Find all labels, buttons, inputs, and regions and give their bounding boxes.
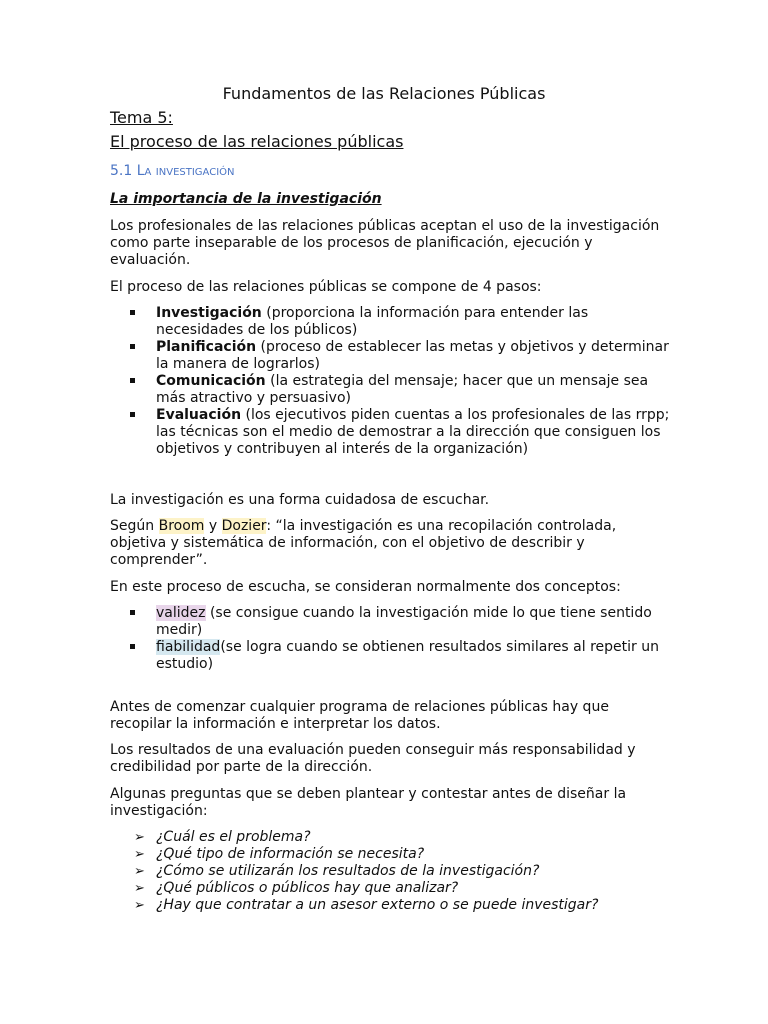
concept-term: fiabilidad — [156, 639, 221, 655]
bullet-icon — [130, 644, 135, 649]
arrow-bullet-icon: ➢ — [134, 864, 145, 879]
bullet-icon — [130, 412, 135, 417]
questions-list — [134, 829, 674, 914]
list-item — [134, 829, 674, 846]
topic-label: Tema 5: — [110, 108, 173, 127]
bullet-icon — [130, 344, 135, 349]
concept-desc: (se consigue cuando la investigación mide lo que tiene sentido medir) — [156, 605, 652, 638]
concept-term: validez — [156, 605, 206, 621]
bullet-icon — [130, 610, 135, 615]
step-desc: (proporciona la información para entender las necesidades de los públicos) — [156, 305, 589, 338]
section-number: 5.1 — [110, 163, 137, 179]
p4-rest: : “la investigación es una recopilación controlada, objetiva y sistemática de información, con el objetivo de describir y comprender”. — [110, 518, 617, 568]
list-item — [134, 897, 674, 914]
subheading: La importancia de la investigación — [110, 191, 382, 207]
list-item — [130, 373, 670, 407]
step-desc: (la estrategia del mensaje; hacer que un mensaje sea más atractivo y persuasivo) — [156, 373, 649, 406]
step-desc: (los ejecutivos piden cuentas a los profesionales de las rrpp; las técnicas son el medio de demostrar a la dirección que consiguen los objetivos y contribuyen al interés de la organización) — [156, 407, 670, 457]
paragraph-3: La investigación es una forma cuidadosa de escuchar. — [110, 492, 490, 508]
p4-pre: Según — [110, 518, 159, 534]
list-item — [134, 846, 674, 863]
bullet-icon — [130, 378, 135, 383]
concepts-list — [130, 605, 670, 673]
paragraph-6: Antes de comenzar cualquier programa de relaciones públicas hay que recopilar la información e interpretar los datos. — [110, 699, 609, 732]
steps-list — [130, 305, 670, 458]
document-title: Fundamentos de las Relaciones Públicas — [222, 84, 546, 103]
question-text: ¿Cuál es el problema? — [156, 829, 311, 845]
author-broom: Broom — [158, 518, 205, 534]
concept-desc: (se logra cuando se obtienen resultados similares al repetir un estudio) — [156, 639, 659, 672]
question-text: ¿Cómo se utilizarán los resultados de la investigación? — [156, 863, 540, 879]
step-term: Comunicación — [156, 373, 266, 389]
list-item — [130, 305, 670, 339]
arrow-bullet-icon: ➢ — [134, 881, 145, 896]
step-term: Evaluación — [156, 407, 242, 423]
list-item — [130, 605, 670, 639]
paragraph-7: Los resultados de una evaluación pueden conseguir más responsabilidad y credibilidad por parte de la dirección. — [110, 742, 636, 775]
paragraph-2: El proceso de las relaciones públicas se compone de 4 pasos: — [110, 279, 542, 295]
list-item — [130, 639, 670, 673]
paragraph-1: Los profesionales de las relaciones públicas aceptan el uso de la investigación como parte inseparable de los procesos de planificación, ejecución y evaluación. — [110, 218, 660, 268]
step-term: Investigación — [156, 305, 262, 321]
list-item — [130, 407, 670, 458]
arrow-bullet-icon: ➢ — [134, 830, 145, 845]
question-text: ¿Hay que contratar a un asesor externo o se puede investigar? — [156, 897, 599, 913]
arrow-bullet-icon: ➢ — [134, 898, 145, 913]
p4-and: y — [204, 518, 222, 534]
topic-subtitle: El proceso de las relaciones públicas — [110, 132, 404, 151]
bullet-icon — [130, 310, 135, 315]
author-dozier: Dozier — [221, 518, 267, 534]
arrow-bullet-icon: ➢ — [134, 847, 145, 862]
list-item — [134, 863, 674, 880]
list-item — [130, 339, 670, 373]
step-term: Planificación — [156, 339, 257, 355]
section-heading — [110, 163, 235, 179]
paragraph-4 — [110, 518, 670, 569]
question-text: ¿Qué públicos o públicos hay que analizar? — [156, 880, 459, 896]
section-title: La investigación — [136, 163, 235, 179]
paragraph-5: En este proceso de escucha, se consideran normalmente dos conceptos: — [110, 579, 621, 595]
question-text: ¿Qué tipo de información se necesita? — [156, 846, 425, 862]
paragraph-8: Algunas preguntas que se deben plantear y contestar antes de diseñar la investigación: — [110, 786, 627, 819]
list-item — [134, 880, 674, 897]
step-desc: (proceso de establecer las metas y objetivos y determinar la manera de lograrlos) — [156, 339, 669, 372]
